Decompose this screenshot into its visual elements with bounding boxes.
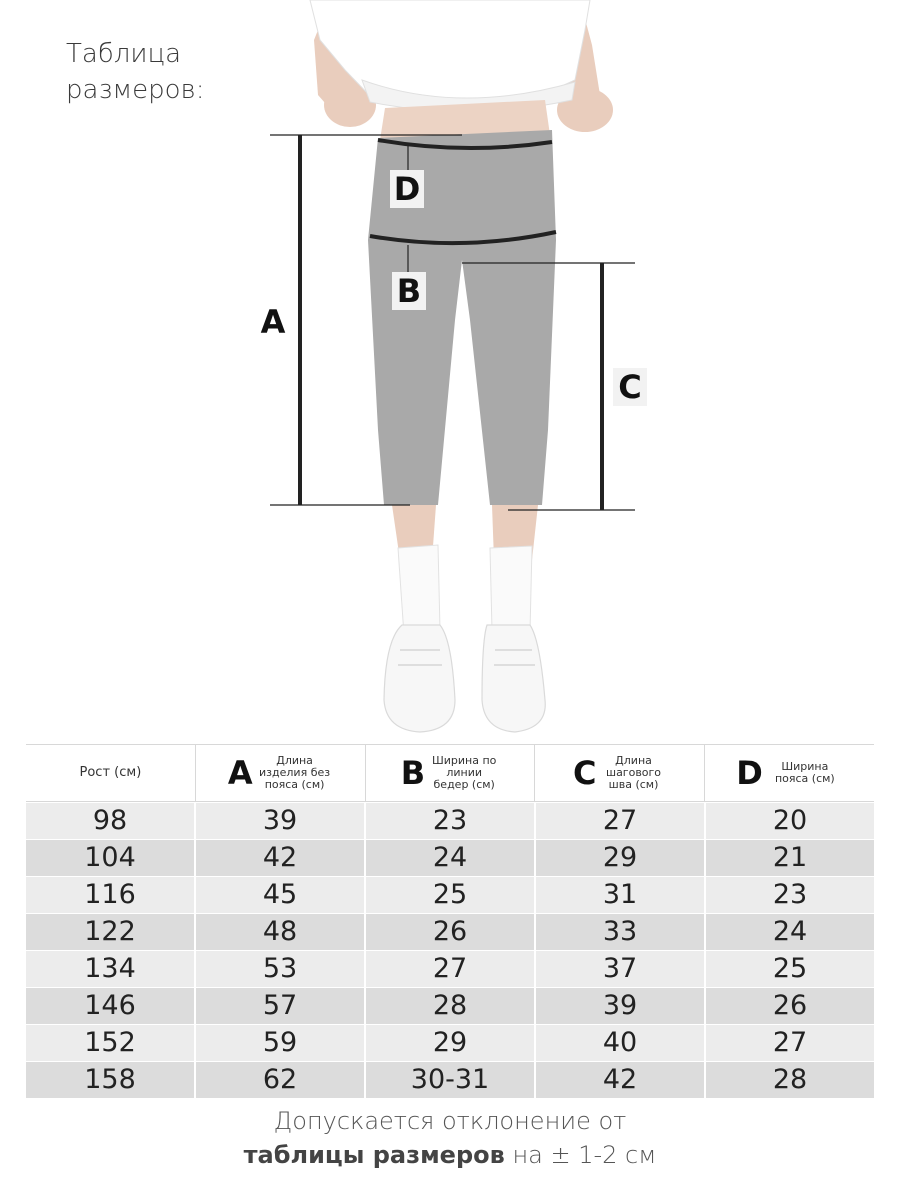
table-header (26, 744, 874, 802)
table-row (26, 951, 874, 987)
table-cell: 31 (536, 877, 704, 913)
header-caption: Длина изделия без пояса (см) (259, 754, 331, 791)
table-cell: 27 (706, 1025, 874, 1061)
header-letter: D (736, 754, 763, 792)
label-d: D (390, 170, 424, 208)
header-letter: B (400, 754, 426, 792)
header-letter: A (227, 754, 253, 792)
table-cell: 20 (706, 803, 874, 839)
title-line-1: Таблица (66, 39, 182, 69)
label-b: B (392, 272, 426, 310)
table-cell: 116 (26, 877, 194, 913)
table-cell: 122 (26, 914, 194, 950)
table-cell: 53 (196, 951, 364, 987)
table-cell: 27 (366, 951, 534, 987)
table-cell: 158 (26, 1062, 194, 1098)
header-caption: Ширина пояса (см) (774, 760, 835, 785)
note-line-1: Допускается отклонение от (273, 1107, 627, 1135)
tolerance-note (0, 1104, 900, 1172)
header-letter: C (573, 754, 597, 792)
socks (398, 545, 532, 635)
table-cell: 29 (536, 840, 704, 876)
table-cell: 26 (366, 914, 534, 950)
shoes (384, 625, 545, 732)
table-row (26, 803, 874, 839)
table-cell: 62 (196, 1062, 364, 1098)
table-row (26, 1025, 874, 1061)
table-cell: 37 (536, 951, 704, 987)
table-cell: 25 (706, 951, 874, 987)
note-bold: таблицы размеров (243, 1141, 505, 1169)
table-cell: 29 (366, 1025, 534, 1061)
note-rest: на ± 1-2 см (504, 1141, 657, 1169)
table-cell: 21 (706, 840, 874, 876)
table-cell: 26 (706, 988, 874, 1024)
table-cell: 57 (196, 988, 364, 1024)
table-cell: 24 (706, 914, 874, 950)
table-cell: 134 (26, 951, 194, 987)
table-cell: 40 (536, 1025, 704, 1061)
table-cell: 24 (366, 840, 534, 876)
table-cell: 30-31 (366, 1062, 534, 1098)
table-cell: 39 (196, 803, 364, 839)
table-row (26, 914, 874, 950)
table-cell: 28 (706, 1062, 874, 1098)
header-d (704, 745, 874, 801)
table-cell: 42 (536, 1062, 704, 1098)
table-cell: 152 (26, 1025, 194, 1061)
table-cell: 25 (366, 877, 534, 913)
table-cell: 23 (706, 877, 874, 913)
table-cell: 23 (366, 803, 534, 839)
table-cell: 104 (26, 840, 194, 876)
note-line-2 (0, 1138, 900, 1172)
label-a: A (260, 303, 286, 341)
header-caption: Ширина по линии бедер (см) (431, 754, 497, 791)
table-cell: 146 (26, 988, 194, 1024)
table-row (26, 988, 874, 1024)
table-cell: 59 (196, 1025, 364, 1061)
table-cell: 33 (536, 914, 704, 950)
header-caption: Рост (см) (79, 765, 142, 780)
size-table (26, 744, 874, 1098)
table-row (26, 877, 874, 913)
table-body (26, 803, 874, 1098)
header-a (195, 745, 365, 801)
title-line-2: размеров: (66, 75, 205, 105)
label-c: C (613, 368, 647, 406)
table-cell: 42 (196, 840, 364, 876)
header-height (26, 745, 195, 801)
table-cell: 28 (366, 988, 534, 1024)
table-row (26, 1062, 874, 1098)
table-cell: 98 (26, 803, 194, 839)
table-cell: 48 (196, 914, 364, 950)
header-caption: Длина шагового шва (см) (606, 754, 662, 791)
table-row (26, 840, 874, 876)
header-b (365, 745, 535, 801)
header-c (534, 745, 704, 801)
table-cell: 39 (536, 988, 704, 1024)
table-cell: 45 (196, 877, 364, 913)
table-cell: 27 (536, 803, 704, 839)
